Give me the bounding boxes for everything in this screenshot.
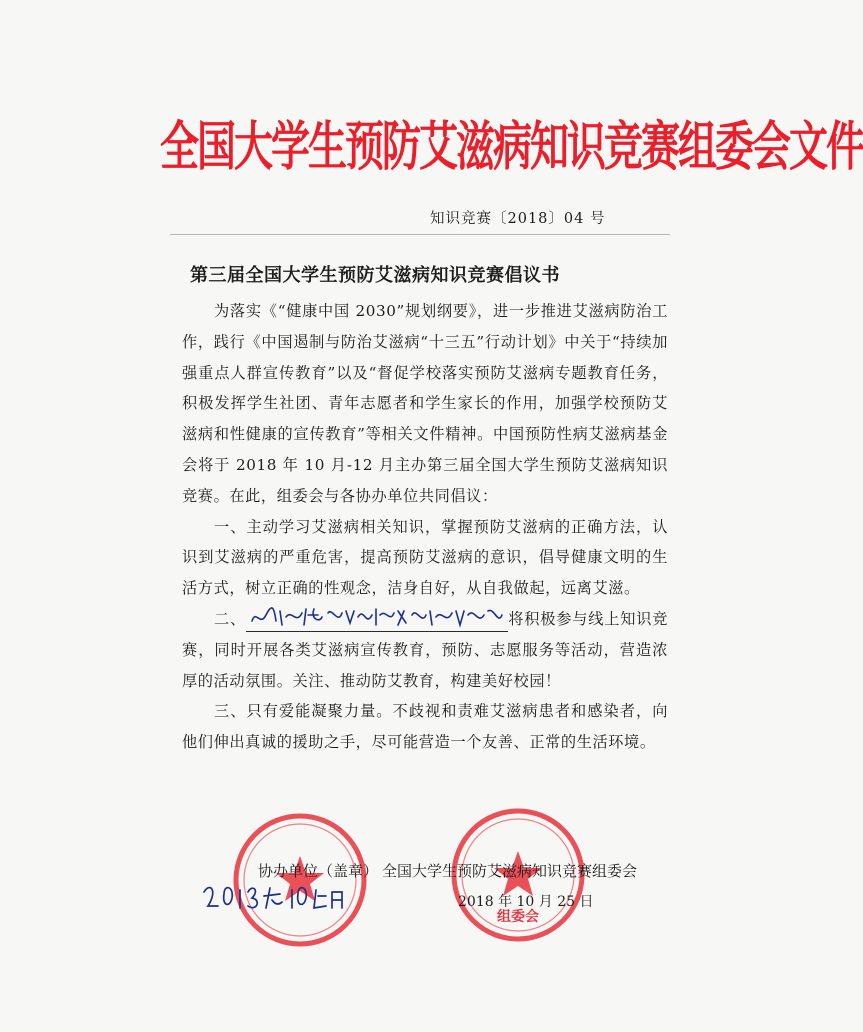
intro-paragraph: 为落实《“健康中国 2030”规划纲要》，进一步推进艾滋病防治工作，践行《中国遏制与防治艾滋病“十三五”行动计划》中关于“持续加强重点人群宣传教育”以及“督促学校落实预防艾滋病专题教育任务，积极发挥学生社团、青年志愿者和学生家长的作用，加强学校预防艾滋病和性健康的宣传教育”等相关文件精神。中国预防性病艾滋病基金会将于 2018 年 10 月-12 月主办第三届全国大学生预防艾滋病知识竞赛。在此，组委会与各协办单位共同倡议：: [182, 302, 668, 505]
document-body: [182, 296, 668, 758]
proposal-item-2: [182, 604, 668, 696]
document-title: 第三届全国大学生预防艾滋病知识竞赛倡议书: [190, 265, 560, 286]
handwriting-scribble: [246, 603, 508, 631]
proposal-item-3: 三、只有爱能凝聚力量。不歧视和责难艾滋病患者和感染者，向他们伸出真诚的援助之手，尽可能营造一个友善、正常的生活环境。: [182, 702, 668, 752]
organizer-signature-label: 全国大学生预防艾滋病知识竞赛组委会: [382, 862, 638, 880]
header-title: 全国大学生预防艾滋病知识竞赛组委会文件: [160, 117, 863, 178]
item-2-prefix: 二、: [214, 609, 246, 628]
item-2-text: 将积极参与线上知识竞赛，同时开展各类艾滋病宣传教育，预防、志愿服务等活动，营造浓厚的活动氛围。关注、推动防艾教育，构建美好校园！: [182, 609, 668, 690]
handwritten-date: [200, 880, 350, 916]
document-number: 知识竞赛〔2018〕04 号: [430, 211, 606, 227]
header-divider: [170, 234, 670, 235]
cosponsor-signature-label: 协办单位（盖章）: [258, 862, 379, 880]
proposal-item-1: 一、主动学习艾滋病相关知识，掌握预防艾滋病的正确方法，认识到艾滋病的严重危害，提高预防艾滋病的意识，倡导健康文明的生活方式，树立正确的性观念，洁身自好，从自我做起，远离艾滋。: [182, 517, 668, 598]
handwritten-organization: [246, 607, 508, 632]
svg-text:组委会: 组委会: [497, 909, 539, 925]
organizer-date: 2018 年 10 月 25 日: [458, 894, 594, 910]
